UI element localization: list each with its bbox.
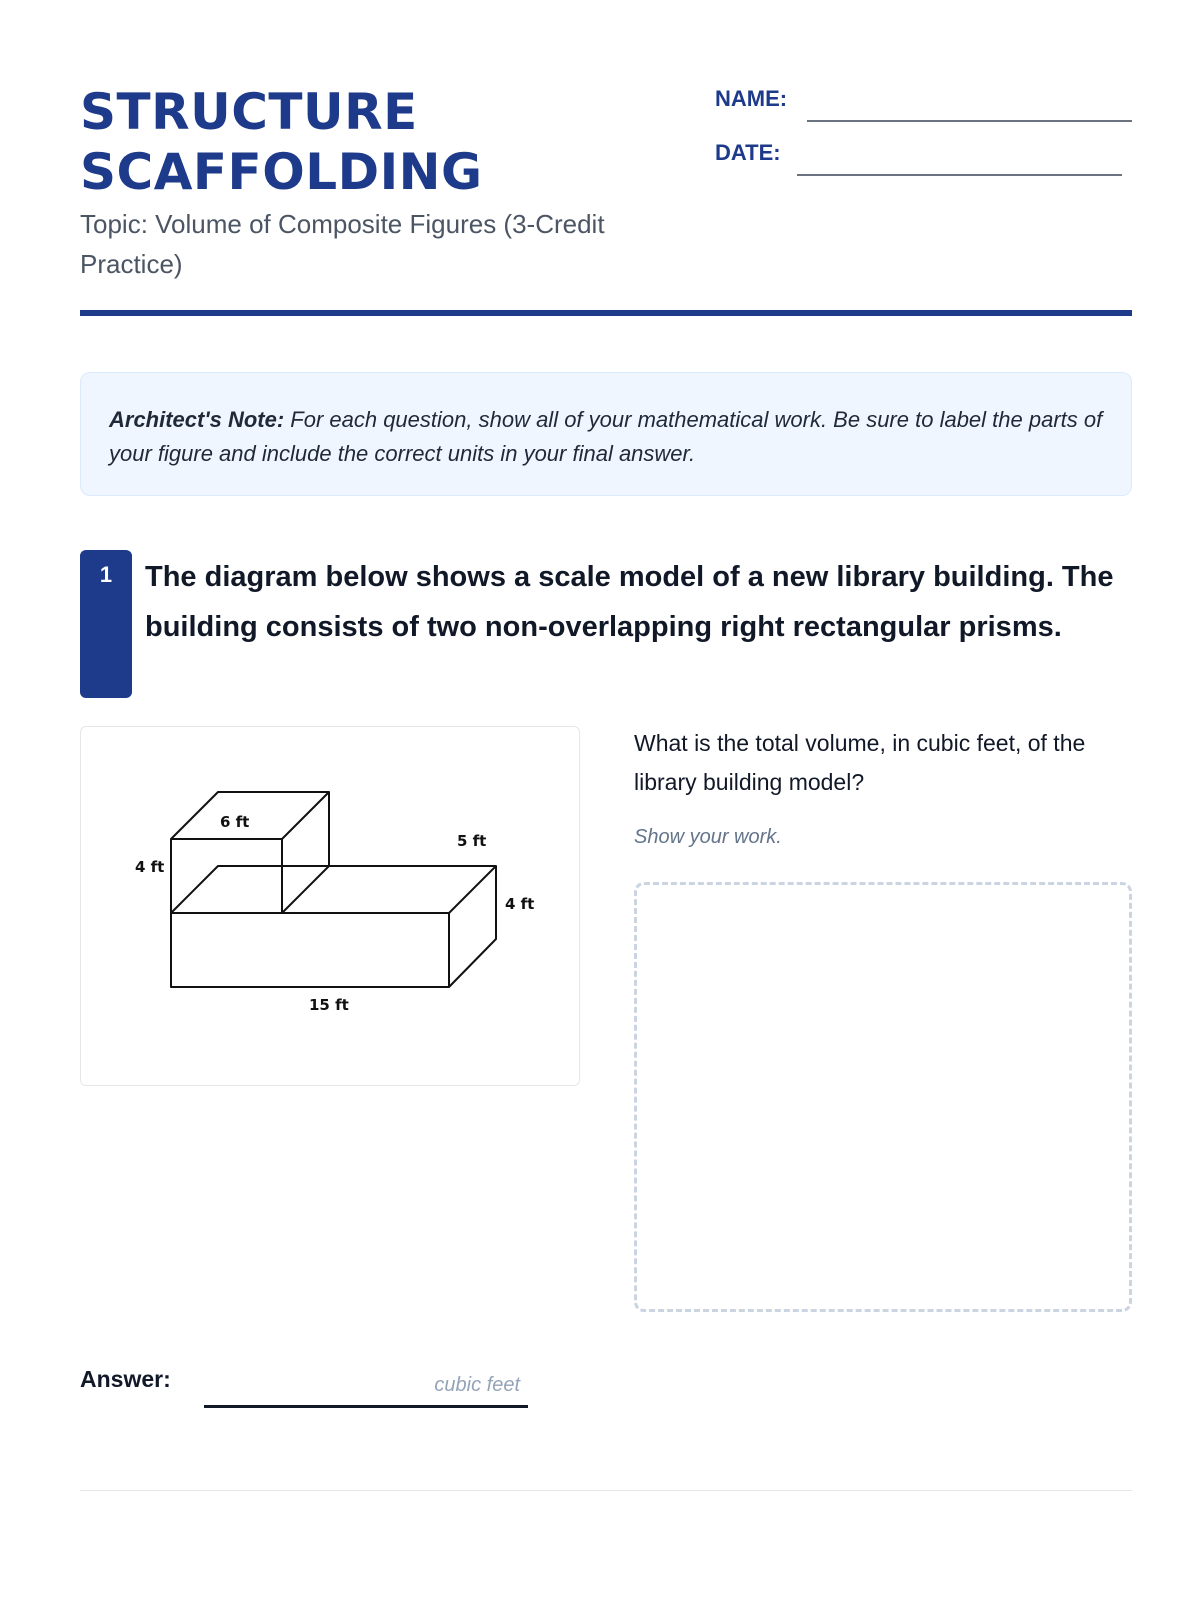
top-prism-front-face bbox=[171, 839, 282, 913]
answer-unit-placeholder: cubic feet bbox=[434, 1374, 520, 1396]
worksheet-header bbox=[80, 82, 1132, 322]
composite-prism-diagram bbox=[81, 727, 581, 1087]
answer-label: Answer: bbox=[80, 1366, 171, 1392]
base-prism-side-face bbox=[449, 866, 496, 987]
date-field[interactable] bbox=[797, 174, 1122, 176]
date-field-row bbox=[715, 136, 1132, 176]
top-prism-top-face bbox=[171, 792, 329, 839]
answer-field[interactable] bbox=[204, 1350, 528, 1408]
base-prism-front-face bbox=[171, 913, 449, 987]
date-label: DATE: bbox=[715, 140, 781, 165]
figure-container bbox=[80, 726, 580, 1086]
footer-divider bbox=[80, 1490, 1132, 1491]
show-work-hint: Show your work. bbox=[634, 826, 782, 848]
work-area[interactable] bbox=[634, 882, 1132, 1312]
question-text: The diagram below shows a scale model of a new library building. The building consists of two non-overlapping right rectangular prisms. bbox=[145, 561, 1114, 643]
base-prism-top-face bbox=[171, 866, 496, 913]
label-base-height: 4 ft bbox=[505, 895, 535, 913]
title-line-1: STRUCTURE bbox=[80, 83, 418, 141]
name-field-row bbox=[715, 82, 1132, 122]
question-prompt: What is the total volume, in cubic feet, of the library building model? bbox=[634, 730, 1086, 795]
label-top-width: 6 ft bbox=[220, 813, 250, 831]
architects-note bbox=[80, 372, 1132, 496]
note-lead: Architect's Note: bbox=[109, 407, 285, 432]
question-number-badge: 1 bbox=[80, 550, 132, 698]
label-depth: 5 ft bbox=[457, 832, 487, 850]
header-divider bbox=[80, 310, 1132, 316]
topic-subtitle: Topic: Volume of Composite Figures (3-Credit Practice) bbox=[80, 209, 605, 279]
label-top-height: 4 ft bbox=[135, 858, 165, 876]
top-prism-side-face bbox=[282, 792, 329, 913]
page-title bbox=[80, 82, 680, 202]
title-line-2: SCAFFOLDING bbox=[80, 143, 483, 201]
note-text: For each question, show all of your mathematical work. Be sure to label the parts of your figure and include the correct units in your final answer. bbox=[109, 407, 1103, 466]
label-base-length: 15 ft bbox=[309, 996, 349, 1014]
name-label: NAME: bbox=[715, 86, 788, 111]
name-field[interactable] bbox=[807, 120, 1132, 122]
